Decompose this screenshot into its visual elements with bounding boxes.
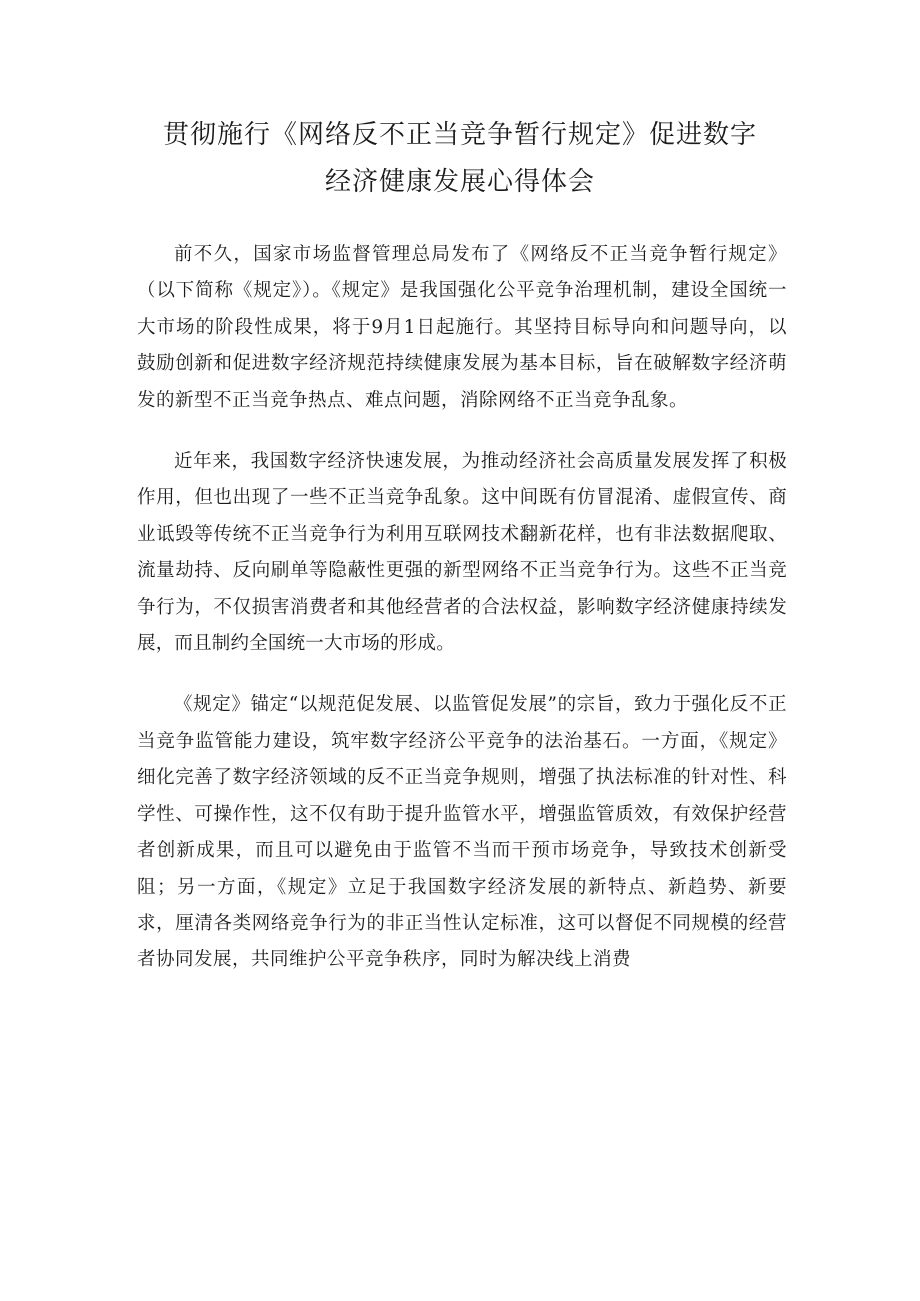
paragraph-3: 《规定》锚定“以规范促发展、以监管促发展”的宗旨，致力于强化反不正当竞争监管能力建设，筑牢数字经济公平竞争的法治基石。一方面，《规定》细化完善了数字经济领域的反不正当竞争规则，增强了执法标准的针对性、科学性、可操作性，这不仅有助于提升监管水平，增强监管质效，有效保护经营者创新成果，而且可以避免由于监管不当而干预市场竞争，导致技术创新受阻；另一方面，《规定》立足于我国数字经济发展的新特点、新趋势、新要求，厘清各类网络竞争行为的非正当性认定标准，这可以督促不同规模的经营者协同发展，共同维护公平竞争秩序，同时为解决线上消费 bbox=[137, 694, 787, 971]
paragraph-1: 前不久，国家市场监督管理总局发布了《网络反不正当竞争暂行规定》（以下简称《规定》）。《规定》是我国强化公平竞争治理机制，建设全国统一大市场的阶段性成果，将于9月1日起施行。其坚持目标导向和问题导向，以鼓励创新和促进数字经济规范持续健康发展为基本目标，旨在破解数字经济萌发的新型不正当竞争热点、难点问题，消除网络不正当竞争乱象。 bbox=[137, 244, 787, 411]
document-body bbox=[137, 237, 787, 1004]
paragraph-2: 近年来，我国数字经济快速发展，为推动经济社会高质量发展发挥了积极作用，但也出现了一些不正当竞争乱象。这中间既有仿冒混淆、虚假宣传、商业诋毁等传统不正当竞争行为利用互联网技术翻新花样，也有非法数据爬取、流量劫持、反向刷单等隐蔽性更强的新型网络不正当竞争行为。这些不正当竞争行为，不仅损害消费者和其他经营者的合法权益，影响数字经济健康持续发展，而且制约全国统一大市场的形成。 bbox=[137, 451, 787, 655]
title-line-2: 经济健康发展心得体会 bbox=[324, 167, 595, 197]
title-line-1: 贯彻施行《网络反不正当竞争暂行规定》促进数字 bbox=[162, 120, 757, 150]
document-title bbox=[140, 112, 780, 206]
